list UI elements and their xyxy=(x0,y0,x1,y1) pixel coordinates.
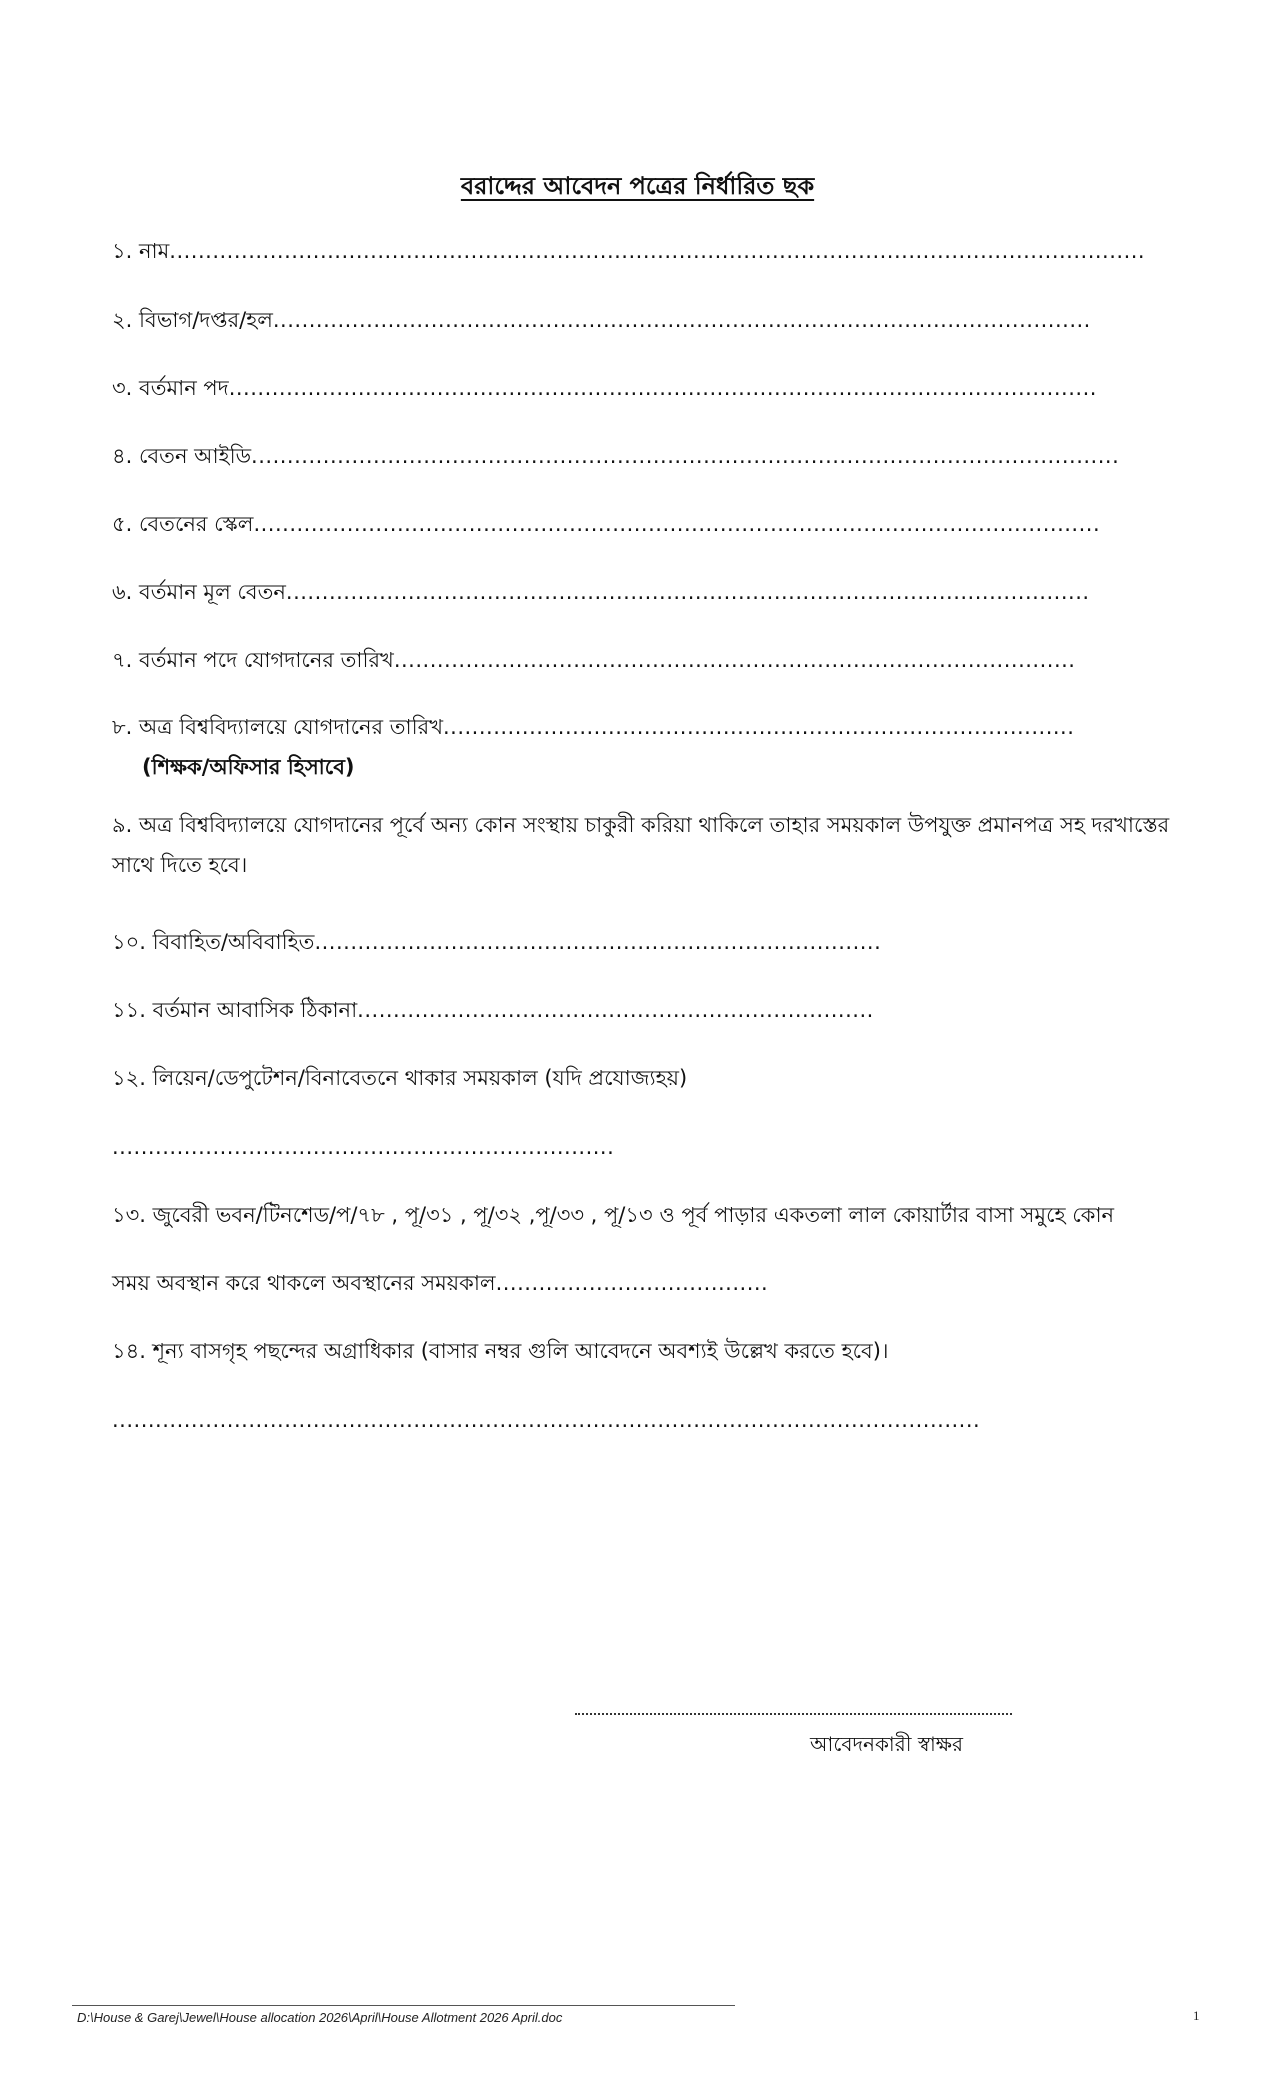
field-label: ৮. অত্র বিশ্ববিদ্যালয়ে যোগদানের তারিখ xyxy=(112,715,443,739)
field-label: ১. নাম xyxy=(112,239,170,263)
field-blank-lien-period: ...................................................................... xyxy=(112,1135,615,1159)
field-blank: ........................................................................................ xyxy=(442,715,1075,739)
field-current-post xyxy=(112,373,1097,403)
field-label: ১১. বর্তমান আবাসিক ঠিকানা xyxy=(112,998,358,1022)
field-blank: ......................................................................................................................... xyxy=(251,444,1120,468)
field-blank: ................................................................................................................ xyxy=(285,580,1090,604)
field-blank: ........................................................................................................................................ xyxy=(169,239,1146,263)
form-title: বরাদ্দের আবেদন পত্রের নির্ধারিত ছক xyxy=(460,172,815,200)
field-blank: ............................................................................... xyxy=(314,930,882,954)
item-lien-deputation: ১২. লিয়েন/ডেপুটেশন/বিনাবেতনে থাকার সময়কাল (যদি প্রযোজ্যহয়) xyxy=(112,1066,688,1090)
field-basic-salary xyxy=(112,577,1090,607)
signature-line xyxy=(575,1713,1012,1715)
field-marital-status xyxy=(112,927,882,957)
item-prior-service: ৯. অত্র বিশ্ববিদ্যালয়ে যোগদানের পূর্বে অন্য কোন সংস্থায় চাকুরী করিয়া থাকিলে তাহার সময়কাল উপযুক্ত প্রমানপত্র সহ দরখাস্তের সাথে দিতে হবে। xyxy=(112,813,1170,877)
field-label: ৭. বর্তমান পদে যোগদানের তারিখ xyxy=(112,648,394,672)
field-label: ৩. বর্তমান পদ xyxy=(112,376,229,400)
footer-divider xyxy=(72,2005,735,2006)
field-label: ৫. বেতনের স্কেল xyxy=(112,512,254,536)
field-blank: ........................................................................ xyxy=(357,998,874,1022)
field-label: ৪. বেতন আইডি xyxy=(112,444,252,468)
field-blank-house-preference: ......................................................................................................................... xyxy=(112,1408,981,1432)
field-university-joining-date xyxy=(112,712,1075,742)
field-blank: .................................................................................................................. xyxy=(272,308,1091,332)
signature-label: আবেদনকারী স্বাক্ষর xyxy=(810,1732,963,1756)
field-pay-scale xyxy=(112,509,1101,539)
field-label: ২. বিভাগ/দপ্তর/হল xyxy=(112,308,273,332)
field-blank: ...................................................................................................................... xyxy=(253,512,1101,536)
field-blank: ...................................... xyxy=(495,1271,769,1295)
field-residential-address xyxy=(112,995,874,1025)
field-note-teacher-officer: (শিক্ষক/অফিসার হিসাবে) xyxy=(142,755,355,779)
field-blank: ............................................................................................... xyxy=(393,648,1076,672)
field-name xyxy=(112,236,1146,266)
field-post-joining-date xyxy=(112,645,1076,675)
field-stay-period xyxy=(112,1268,792,1298)
field-label: ১০. বিবাহিত/অবিবাহিত xyxy=(112,930,315,954)
page-number: 1 xyxy=(1193,2008,1200,2023)
item-quarter-history: ১৩. জুবেরী ভবন/টিনশেড/প/৭৮ , পূ/৩১ , পূ/৩২ ,পূ/৩৩ , পূ/১৩ ও পূর্ব পাড়ার একতলা লাল কোয়ার্টার বাসা সমুহে কোন xyxy=(112,1203,1115,1227)
field-blank: ......................................................................................................................... xyxy=(228,376,1097,400)
item-house-preference: ১৪. শূন্য বাসগৃহ পছন্দের অগ্রাধিকার (বাসার নম্বর গুলি আবেদনে অবশ্যই উল্লেখ করতে হবে)। xyxy=(112,1339,889,1363)
field-label: সময় অবস্থান করে থাকলে অবস্থানের সময়কাল xyxy=(112,1271,496,1295)
field-label: ৬. বর্তমান মূল বেতন xyxy=(112,580,286,604)
field-salary-id xyxy=(112,441,1120,471)
footer-file-path: D:\House & Garej\Jewel\House allocation 2026\April\House Allotment 2026 April.doc xyxy=(77,2010,563,2025)
field-department xyxy=(112,305,1091,335)
